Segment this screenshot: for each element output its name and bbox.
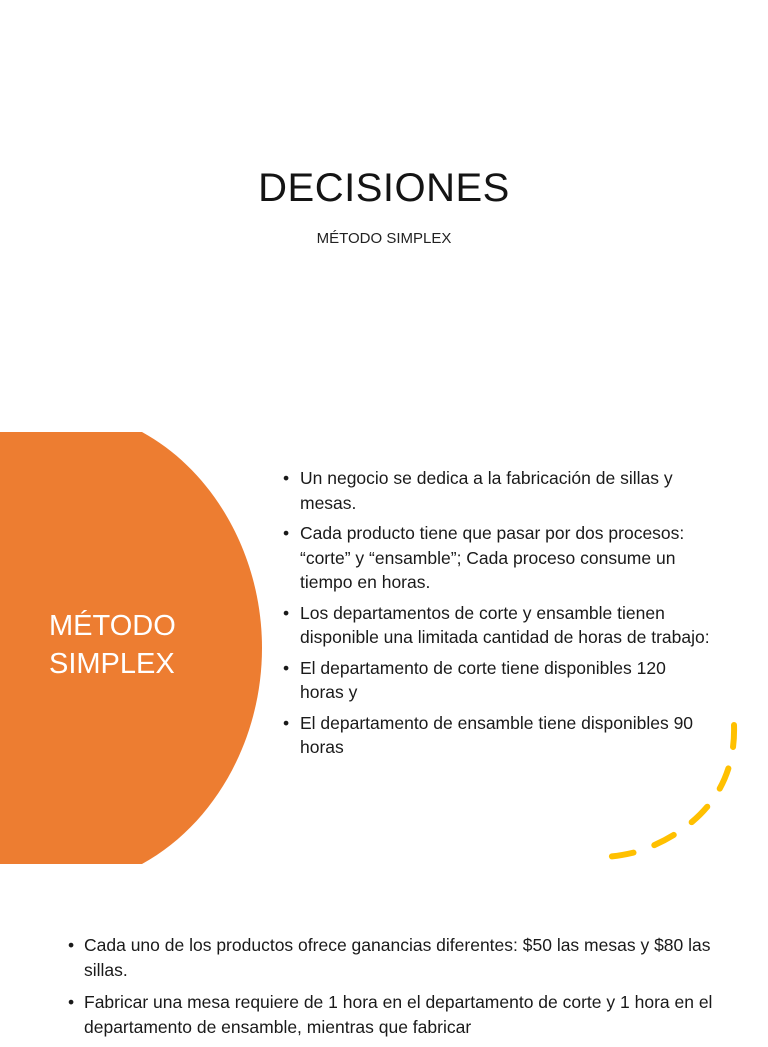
slide-metodo-simplex — [0, 432, 768, 864]
bullet-item: • Fabricar una mesa requiere de 1 hora en el departamento de corte y 1 hora en el departamento de ensamble, mientras que fabricar — [68, 990, 758, 1039]
bullet-item: • Cada producto tiene que pasar por dos procesos: “corte” y “ensamble”; Cada proceso consume un tiempo en horas. — [283, 521, 713, 595]
bullet-item: • El departamento de corte tiene disponibles 120 horas y — [283, 656, 713, 705]
section-label-line-2: SIMPLEX — [49, 648, 175, 680]
section-label-line-1: MÉTODO — [49, 610, 176, 642]
slide-subtitle: MÉTODO SIMPLEX — [316, 230, 452, 247]
bullet-item: • El departamento de ensamble tiene disponibles 90 horas — [283, 711, 713, 760]
slide-title: DECISIONES — [258, 166, 510, 210]
bullet-item: • Los departamentos de corte y ensamble tienen disponible una limitada cantidad de horas de trabajo: — [283, 601, 713, 650]
section-label — [49, 607, 176, 683]
bullet-item: • Un negocio se dedica a la fabricación de sillas y mesas. — [283, 466, 713, 515]
dashed-arc-decoration — [590, 717, 750, 857]
bullet-list-continued — [68, 933, 758, 1047]
bullet-item: • Cada uno de los productos ofrece ganancias diferentes: $50 las mesas y $80 las sillas. — [68, 933, 758, 982]
